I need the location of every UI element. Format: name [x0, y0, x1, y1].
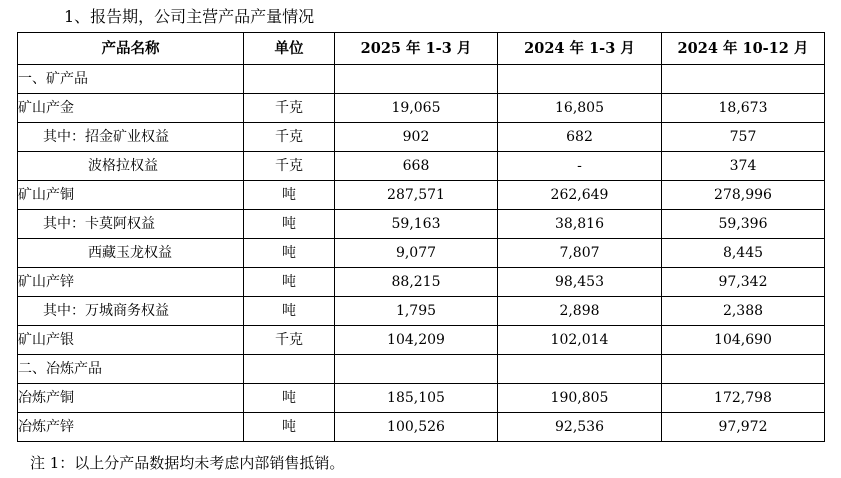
unit-cell: 吨 — [244, 268, 335, 297]
value-cell: 104,209 — [335, 326, 498, 355]
value-cell: - — [498, 152, 662, 181]
table-row — [18, 123, 825, 152]
unit-cell: 千克 — [244, 94, 335, 123]
unit-cell: 吨 — [244, 297, 335, 326]
product-name-cell: 其中：招金矿业权益 — [18, 123, 244, 152]
value-cell — [335, 355, 498, 384]
value-cell: 172,798 — [662, 384, 825, 413]
footnote: 注 1：以上分产品数据均未考虑内部销售抵销。 — [30, 454, 345, 472]
product-name-cell: 一、矿产品 — [18, 65, 244, 94]
value-cell: 7,807 — [498, 239, 662, 268]
unit-cell: 吨 — [244, 181, 335, 210]
value-cell: 1,795 — [335, 297, 498, 326]
header-2025-q1: 2025 年 1-3 月 — [335, 33, 498, 65]
value-cell: 18,673 — [662, 94, 825, 123]
header-product-name: 产品名称 — [18, 33, 244, 65]
product-name-cell: 其中：卡莫阿权益 — [18, 210, 244, 239]
unit-cell: 千克 — [244, 123, 335, 152]
product-name-cell: 矿山产锌 — [18, 268, 244, 297]
value-cell: 102,014 — [498, 326, 662, 355]
value-cell: 2,898 — [498, 297, 662, 326]
value-cell: 287,571 — [335, 181, 498, 210]
unit-cell: 吨 — [244, 210, 335, 239]
value-cell: 97,972 — [662, 413, 825, 442]
value-cell — [662, 355, 825, 384]
value-cell — [335, 65, 498, 94]
value-cell: 9,077 — [335, 239, 498, 268]
table-row — [18, 384, 825, 413]
value-cell: 59,396 — [662, 210, 825, 239]
product-name-cell: 二、冶炼产品 — [18, 355, 244, 384]
section-heading: 1、报告期，公司主营产品产量情况 — [64, 7, 315, 26]
unit-cell: 千克 — [244, 326, 335, 355]
value-cell: 19,065 — [335, 94, 498, 123]
product-name-cell: 西藏玉龙权益 — [18, 239, 244, 268]
header-2024-q1: 2024 年 1-3 月 — [498, 33, 662, 65]
table-row — [18, 181, 825, 210]
product-name-cell: 其中：万城商务权益 — [18, 297, 244, 326]
table-row — [18, 152, 825, 181]
unit-cell: 千克 — [244, 152, 335, 181]
value-cell: 8,445 — [662, 239, 825, 268]
value-cell: 38,816 — [498, 210, 662, 239]
value-cell: 98,453 — [498, 268, 662, 297]
table-row — [18, 210, 825, 239]
unit-cell: 吨 — [244, 413, 335, 442]
value-cell: 190,805 — [498, 384, 662, 413]
value-cell: 185,105 — [335, 384, 498, 413]
unit-cell — [244, 65, 335, 94]
unit-cell: 吨 — [244, 239, 335, 268]
table-header-row — [18, 33, 825, 65]
section-row — [18, 65, 825, 94]
product-name-cell: 矿山产铜 — [18, 181, 244, 210]
value-cell: 278,996 — [662, 181, 825, 210]
value-cell: 902 — [335, 123, 498, 152]
table-row — [18, 413, 825, 442]
unit-cell: 吨 — [244, 384, 335, 413]
value-cell — [498, 355, 662, 384]
value-cell: 682 — [498, 123, 662, 152]
value-cell: 668 — [335, 152, 498, 181]
table-row — [18, 239, 825, 268]
product-name-cell: 矿山产银 — [18, 326, 244, 355]
value-cell — [662, 65, 825, 94]
value-cell: 374 — [662, 152, 825, 181]
table-row — [18, 326, 825, 355]
value-cell: 59,163 — [335, 210, 498, 239]
value-cell: 262,649 — [498, 181, 662, 210]
product-name-cell: 波格拉权益 — [18, 152, 244, 181]
header-2024-q4: 2024 年 10-12 月 — [662, 33, 825, 65]
table-body — [18, 65, 825, 442]
value-cell: 97,342 — [662, 268, 825, 297]
value-cell: 92,536 — [498, 413, 662, 442]
product-name-cell: 冶炼产铜 — [18, 384, 244, 413]
value-cell: 104,690 — [662, 326, 825, 355]
table-row — [18, 268, 825, 297]
value-cell: 16,805 — [498, 94, 662, 123]
value-cell: 757 — [662, 123, 825, 152]
value-cell: 88,215 — [335, 268, 498, 297]
value-cell — [498, 65, 662, 94]
table-row — [18, 297, 825, 326]
product-name-cell: 冶炼产锌 — [18, 413, 244, 442]
unit-cell — [244, 355, 335, 384]
production-table — [17, 32, 825, 442]
table-row — [18, 94, 825, 123]
value-cell: 2,388 — [662, 297, 825, 326]
product-name-cell: 矿山产金 — [18, 94, 244, 123]
section-row — [18, 355, 825, 384]
value-cell: 100,526 — [335, 413, 498, 442]
header-unit: 单位 — [244, 33, 335, 65]
